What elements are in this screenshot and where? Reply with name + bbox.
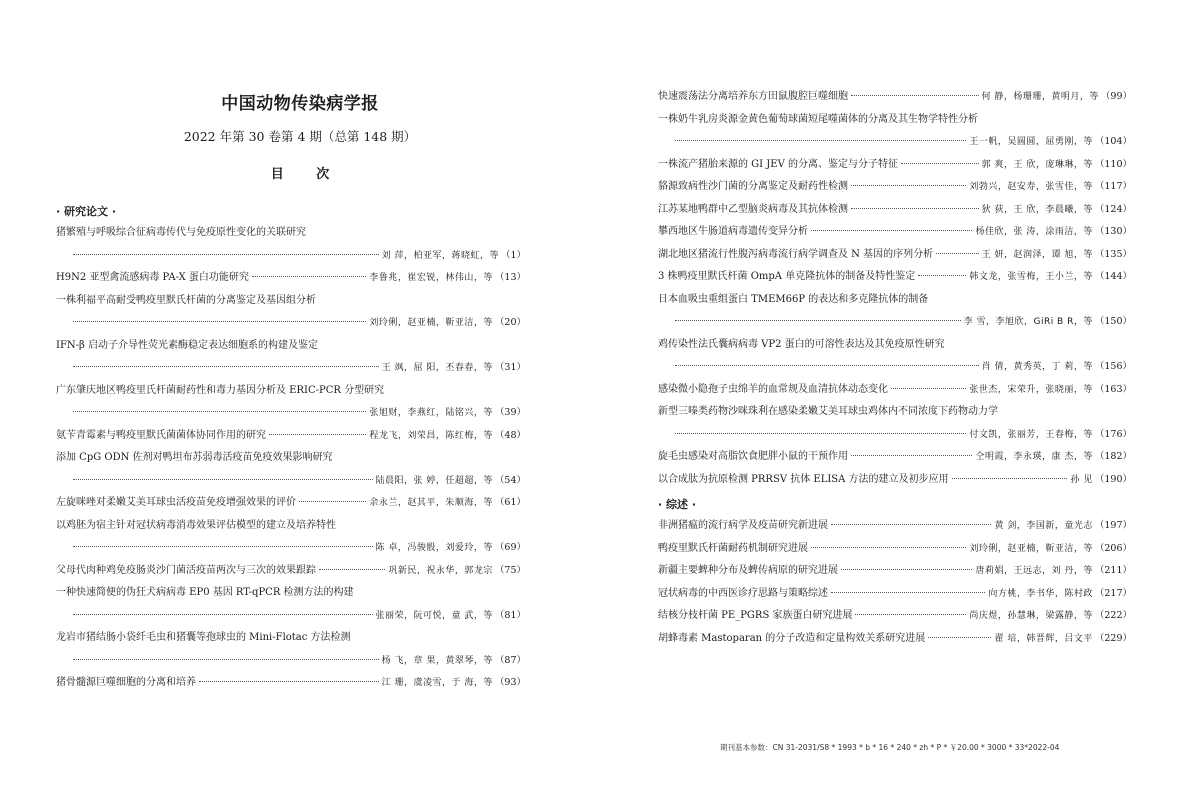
entry-page-number: （69） [494, 542, 526, 553]
entry-authors: 江 珊，虞凌雪，于 海，等 [381, 678, 493, 688]
dot-leader [73, 658, 379, 660]
dot-leader [891, 387, 966, 389]
toc-entry[interactable] [56, 582, 526, 627]
dot-leader [73, 545, 373, 547]
entry-authors: 张世杰，宋荣升，张晓丽，等 [969, 384, 1093, 395]
entry-title: 添加 CpG ODN 佐剂对鸭坦布苏弱毒活疫苗免疫效果影响研究 [56, 452, 333, 463]
toc-entry[interactable] [658, 446, 1132, 469]
entry-page-number: （222） [1094, 610, 1132, 621]
entry-title: 感染微小隐孢子虫绵羊的血常规及血清抗体动态变化 [658, 383, 888, 395]
dot-leader [851, 207, 979, 209]
right-page [600, 0, 1200, 808]
dot-leader [855, 613, 966, 615]
entry-page-number: （110） [1094, 158, 1132, 170]
entry-authors: 向方桃，李书华，陈村政 [988, 588, 1093, 599]
entry-page-number: （190） [1094, 473, 1132, 485]
journal-parameters: 期刊基本参数：CN 31-2031/S8 * 1993 * b * 16 * 240 * zh * P * ￥20.00 * 3000 * 33*2022-04 [720, 743, 1060, 752]
dot-leader [831, 591, 985, 593]
entry-title: 父母代肉种鸡免疫肠炎沙门菌活疫苗两次与三次的效果跟踪 [56, 564, 316, 576]
dot-leader [73, 613, 373, 615]
dot-leader [811, 546, 966, 548]
entry-authors: 陈 卓，冯骏骰，刘爱玲，等 [375, 543, 493, 553]
entry-authors: 刘玲俐，赵亚楠，靳亚洁，等 [969, 543, 1093, 554]
section-head-research: · 研究论文 · [56, 205, 117, 218]
toc-entry[interactable] [658, 628, 1132, 651]
entry-authors: 陆晨阳，张 婷，任超超，等 [375, 475, 493, 486]
entry-authors: 王 妍，赵润泽，谭 旭，等 [981, 249, 1093, 260]
entry-title: 鸡传染性法氏囊病病毒 VP2 蛋白的可溶性表达及其免疫原性研究 [658, 338, 945, 350]
entry-page-number: （54） [494, 474, 526, 486]
entry-authors: 杨佳欣，张 涛，涂雨洁，等 [975, 227, 1093, 237]
toc-entry[interactable] [658, 199, 1132, 222]
entry-page-number: （144） [1094, 271, 1132, 282]
entry-page-number: （150） [1094, 316, 1132, 327]
toc-entry[interactable] [658, 469, 1132, 492]
entry-page-number: （93） [494, 677, 526, 688]
entry-authors: 付文凯，张丽芳，王春梅，等 [969, 429, 1093, 440]
entry-authors: 郭 爽，王 欣，庞琳琳，等 [981, 159, 1093, 170]
dot-leader [918, 274, 966, 276]
entry-title: 氨苄青霉素与鸭疫里默氏菌菌体协同作用的研究 [56, 429, 266, 441]
entry-title: 貉源致病性沙门菌的分离鉴定及耐药性检测 [658, 181, 848, 192]
entry-page-number: （104） [1094, 136, 1132, 147]
toc-entry[interactable] [56, 290, 526, 335]
entry-title: 日本血吸虫重组蛋白 TMEM66P 的表达和多克隆抗体的制备 [658, 293, 929, 305]
entry-title: 快速震荡法分离培养东方田鼠腹腔巨噬细胞 [658, 91, 848, 102]
dot-leader [73, 410, 366, 412]
entry-title: 以合成肽为抗原检测 PRRSV 抗体 ELISA 方法的建立及初步应用 [658, 473, 949, 485]
toc-entry[interactable] [658, 538, 1132, 561]
toc-entry[interactable] [658, 221, 1132, 244]
left-toc-list [56, 202, 526, 695]
entry-title: 江苏某地鸭群中乙型脑炎病毒及其抗体检测 [658, 203, 848, 215]
toc-entry[interactable] [658, 379, 1132, 402]
entry-authors: 黄 剑，李国新，童光志 [994, 521, 1093, 531]
entry-page-number: （99） [1100, 91, 1132, 102]
toc-entry[interactable] [56, 222, 526, 267]
toc-entry[interactable] [56, 492, 526, 515]
entry-authors: 程龙飞，刘荣昌，陈红梅，等 [369, 430, 493, 441]
entry-page-number: （135） [1094, 248, 1132, 260]
toc-entry[interactable] [658, 176, 1132, 199]
entry-title: 冠状病毒的中西医诊疗思路与策略综述 [658, 587, 828, 599]
entry-page-number: （217） [1094, 587, 1132, 599]
toc-entry[interactable] [56, 335, 526, 380]
toc-entry[interactable] [56, 425, 526, 448]
entry-title: 旋毛虫感染对高脂饮食肥胖小鼠的干预作用 [658, 451, 848, 462]
toc-entry[interactable] [56, 672, 526, 695]
entry-authors: 孙 见 [1070, 474, 1093, 485]
entry-authors: 李鲁兆，崔宏锐，林伟山，等 [369, 273, 493, 283]
dot-leader [952, 477, 1068, 479]
entry-authors: 张旭财，李燕红，陆铭兴，等 [369, 408, 493, 418]
entry-page-number: （206） [1094, 542, 1132, 554]
dot-leader [936, 252, 979, 254]
entry-authors: 张丽荣，阮可悦，童 武，等 [375, 610, 493, 621]
dot-leader [199, 680, 379, 682]
entry-title: 新型三嗪类药物沙咪珠利在感染柔嫩艾美耳球虫鸡体内不同浓度下药物动力学 [658, 406, 998, 417]
dot-leader [675, 319, 961, 321]
toc-entry[interactable] [658, 109, 1132, 154]
entry-authors: 仝明霞，李永瑛，康 杰，等 [975, 452, 1093, 462]
dot-leader [73, 320, 366, 322]
entry-authors: 尚庆煜，孙慧琳，梁露静，等 [969, 611, 1093, 621]
entry-page-number: （20） [494, 317, 526, 328]
dot-leader [851, 184, 966, 186]
entry-page-number: （48） [494, 429, 526, 441]
entry-page-number: （124） [1094, 203, 1132, 215]
toc-entry[interactable] [658, 560, 1132, 583]
dot-leader [73, 365, 379, 367]
entry-authors: 王 飒，屈 阳，丕春春，等 [381, 363, 493, 373]
dot-leader [851, 94, 979, 96]
toc-entry[interactable] [658, 266, 1132, 289]
dot-leader [851, 454, 972, 456]
dot-leader [675, 139, 966, 141]
dot-leader [73, 253, 379, 255]
entry-authors: 韩文龙，张雪梅，王小兰，等 [969, 272, 1093, 282]
entry-title: 猪繁殖与呼吸综合征病毒传代与免疫原性变化的关联研究 [56, 227, 306, 238]
entry-authors: 刘 萍，柏亚军，蒋晓虹，等 [381, 250, 499, 261]
entry-page-number: （81） [494, 609, 526, 621]
entry-title: 以鸡胚为宿主针对冠状病毒消毒效果评估模型的建立及培养特性 [56, 519, 336, 531]
entry-title: 湖北地区猪流行性腹泻病毒流行病学调查及 N 基因的序列分析 [658, 248, 934, 260]
entry-title: 一种快速简便的伪狂犬病病毒 EP0 基因 RT-qPCR 检测方法的构建 [56, 587, 354, 598]
toc-entry[interactable] [658, 86, 1132, 109]
toc-entry[interactable] [658, 289, 1132, 334]
entry-title: 一株奶牛乳房炎源金黄色葡萄球菌短尾噬菌体的分离及其生物学特性分析 [658, 113, 978, 125]
toc-entry[interactable] [56, 515, 526, 560]
entry-page-number: （13） [494, 272, 526, 283]
entry-title: 新疆主要蜱种分布及蜱传病原的研究进展 [658, 565, 838, 576]
entry-page-number: （156） [1094, 361, 1132, 372]
entry-authors: 肖 倩，黄秀英，丁 莉，等 [981, 362, 1093, 372]
entry-title: 广东肇庆地区鸭疫里氏杆菌耐药性和毒力基因分析及 ERIC-PCR 分型研究 [56, 384, 385, 396]
entry-title: 胡蜂毒素 Mastoparan 的分子改造和定量构效关系研究进展 [658, 632, 926, 644]
entry-authors: 狄 荻，王 欣，李晨曦，等 [981, 204, 1093, 215]
entry-authors: 余永兰，赵其平，朱顺海，等 [369, 498, 493, 508]
entry-authors: 杨 飞，章 果，黄翠琴，等 [381, 655, 493, 666]
entry-page-number: （176） [1094, 428, 1132, 440]
entry-page-number: （197） [1094, 520, 1132, 531]
toc-title: 目 次 [270, 167, 330, 182]
dot-leader [252, 275, 366, 277]
dot-leader [901, 162, 979, 164]
entry-authors: 翟 培，韩晋辉，吕文平 [994, 633, 1093, 644]
entry-title: 鸭疫里默氏杆菌耐药机制研究进展 [658, 542, 808, 554]
entry-title: 一株流产猪胎来源的 GI JEV 的分离、鉴定与分子特征 [658, 158, 899, 170]
journal-title: 中国动物传染病学报 [221, 94, 379, 114]
dot-leader [811, 229, 972, 231]
toc-entry[interactable] [658, 154, 1132, 177]
entry-authors: 巩新民，祝永华，郭龙宗 [388, 565, 493, 576]
entry-page-number: （229） [1094, 632, 1132, 644]
entry-title: 非洲猪瘟的流行病学及疫苗研究新进展 [658, 520, 828, 531]
section-head-review: · 综述 · [658, 498, 697, 511]
toc-entry[interactable] [56, 447, 526, 492]
entry-page-number: （130） [1094, 226, 1132, 237]
entry-page-number: （117） [1094, 181, 1132, 192]
toc-entry[interactable] [56, 627, 526, 672]
entry-page-number: （182） [1094, 451, 1132, 462]
entry-page-number: （211） [1094, 565, 1132, 576]
dot-leader [841, 568, 972, 570]
entry-authors: 李 雪，李旭欣，GiRi B R，等 [963, 317, 1093, 327]
toc-entry[interactable] [56, 560, 526, 583]
issue-line: 2022 年第 30 卷第 4 期（总第 148 期） [183, 129, 417, 144]
entry-authors: 唐莉娟，王远志，刘 丹，等 [975, 566, 1093, 576]
entry-page-number: （163） [1094, 383, 1132, 395]
toc-entry[interactable] [658, 401, 1132, 446]
entry-page-number: （75） [494, 564, 526, 576]
entry-page-number: （87） [494, 654, 526, 666]
dot-leader [319, 568, 385, 570]
dot-leader [928, 636, 991, 638]
dot-leader [73, 478, 373, 480]
entry-authors: 何 静，杨珊珊，黄明月，等 [981, 92, 1099, 102]
entry-page-number: （39） [494, 407, 526, 418]
entry-title: 3 株鸭疫里默氏杆菌 OmpA 单克隆抗体的制备及特性鉴定 [658, 271, 916, 282]
toc-entry[interactable] [658, 605, 1132, 628]
entry-authors: 刘勃兴，赵安寿，张雪佳，等 [969, 182, 1093, 192]
toc-entry[interactable] [56, 380, 526, 425]
toc-entry[interactable] [658, 515, 1132, 538]
dot-leader [831, 523, 991, 525]
entry-title: 猪骨髓源巨噬细胞的分离和培养 [56, 677, 196, 688]
entry-page-number: （1） [500, 249, 526, 261]
entry-page-number: （31） [494, 362, 526, 373]
entry-title: 攀西地区牛肠道病毒遗传变异分析 [658, 226, 808, 237]
dot-leader [299, 500, 366, 502]
right-toc-list [658, 86, 1132, 650]
entry-title: 左旋咪唑对柔嫩艾美耳球虫活疫苗免疫增强效果的评价 [56, 497, 296, 508]
dot-leader [675, 364, 979, 366]
entry-title: 结核分枝杆菌 PE_PGRS 家族蛋白研究进展 [658, 610, 853, 621]
entry-title: 龙岩市猪结肠小袋纤毛虫和猪囊等孢球虫的 Mini-Flotac 方法检测 [56, 632, 351, 643]
entry-page-number: （61） [494, 497, 526, 508]
entry-title: H9N2 亚型禽流感病毒 PA-X 蛋白功能研究 [56, 272, 249, 283]
toc-entry[interactable] [658, 244, 1132, 267]
toc-entry[interactable] [56, 267, 526, 290]
entry-title: 一株利福平高耐受鸭疫里默氏杆菌的分离鉴定及基因组分析 [56, 294, 316, 306]
entry-authors: 刘玲俐，赵亚楠，靳亚洁，等 [369, 318, 493, 328]
entry-authors: 王一帆，吴圆圆，屈勇刚，等 [969, 137, 1093, 147]
toc-entry[interactable] [658, 583, 1132, 606]
toc-entry[interactable] [658, 334, 1132, 379]
dot-leader [675, 432, 966, 434]
entry-title: IFN-β 启动子介导性荧光素酶稳定表达细胞系的构建及鉴定 [56, 339, 318, 351]
dot-leader [269, 433, 366, 435]
